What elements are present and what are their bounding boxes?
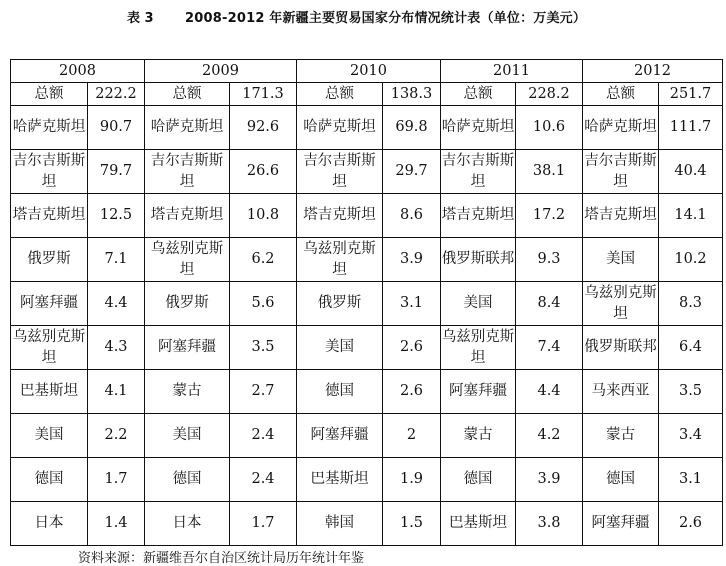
country-name: 德国 xyxy=(441,458,516,502)
country-name: 美国 xyxy=(583,238,659,282)
trade-value: 4.1 xyxy=(88,370,145,414)
trade-value: 7.4 xyxy=(516,326,583,370)
year-header: 2010 xyxy=(297,60,441,83)
table-row xyxy=(11,370,723,414)
table-row xyxy=(11,326,723,370)
trade-value: 92.6 xyxy=(230,106,297,150)
trade-value: 38.1 xyxy=(516,150,583,194)
table-row xyxy=(11,194,723,238)
trade-value: 2.4 xyxy=(230,458,297,502)
trade-value: 40.4 xyxy=(659,150,723,194)
trade-value: 3.9 xyxy=(383,238,441,282)
table-row xyxy=(11,150,723,194)
trade-value: 79.7 xyxy=(88,150,145,194)
total-value: 138.3 xyxy=(383,83,441,106)
country-name: 俄罗斯 xyxy=(297,282,383,326)
table-row xyxy=(11,414,723,458)
table-row xyxy=(11,282,723,326)
country-name: 美国 xyxy=(297,326,383,370)
trade-value: 1.7 xyxy=(230,502,297,546)
total-label: 总额 xyxy=(145,83,230,106)
country-name: 塔吉克斯坦 xyxy=(441,194,516,238)
country-name: 美国 xyxy=(145,414,230,458)
trade-value: 2.6 xyxy=(383,370,441,414)
trade-value: 2.4 xyxy=(230,414,297,458)
country-name: 塔吉克斯坦 xyxy=(11,194,88,238)
total-row xyxy=(11,83,723,106)
trade-value: 3.5 xyxy=(230,326,297,370)
trade-value: 2.6 xyxy=(383,326,441,370)
trade-value: 10.2 xyxy=(659,238,723,282)
total-value: 251.7 xyxy=(659,83,723,106)
year-header: 2012 xyxy=(583,60,723,83)
country-name: 巴基斯坦 xyxy=(11,370,88,414)
trade-value: 3.8 xyxy=(516,502,583,546)
country-name: 哈萨克斯坦 xyxy=(11,106,88,150)
trade-value: 8.3 xyxy=(659,282,723,326)
table-caption xyxy=(0,5,726,27)
country-name: 塔吉克斯坦 xyxy=(297,194,383,238)
table-number: 表 3 xyxy=(127,11,154,26)
country-name: 巴基斯坦 xyxy=(297,458,383,502)
trade-value: 10.8 xyxy=(230,194,297,238)
trade-value: 8.4 xyxy=(516,282,583,326)
trade-value: 26.6 xyxy=(230,150,297,194)
year-header-row xyxy=(11,60,723,83)
trade-value: 1.9 xyxy=(383,458,441,502)
country-name: 蒙古 xyxy=(441,414,516,458)
country-name: 吉尔吉斯斯坦 xyxy=(11,150,88,194)
country-name: 日本 xyxy=(145,502,230,546)
country-name: 美国 xyxy=(441,282,516,326)
country-name: 俄罗斯联邦 xyxy=(583,326,659,370)
trade-value: 3.9 xyxy=(516,458,583,502)
table-row xyxy=(11,502,723,546)
trade-value: 12.5 xyxy=(88,194,145,238)
country-name: 乌兹别克斯坦 xyxy=(583,282,659,326)
country-name: 吉尔吉斯斯坦 xyxy=(583,150,659,194)
country-name: 俄罗斯 xyxy=(11,238,88,282)
trade-value: 3.1 xyxy=(659,458,723,502)
country-name: 吉尔吉斯斯坦 xyxy=(145,150,230,194)
country-name: 乌兹别克斯坦 xyxy=(441,326,516,370)
table-row xyxy=(11,458,723,502)
country-name: 俄罗斯联邦 xyxy=(441,238,516,282)
country-name: 阿塞拜疆 xyxy=(11,282,88,326)
country-name: 吉尔吉斯斯坦 xyxy=(441,150,516,194)
year-header: 2008 xyxy=(11,60,145,83)
country-name: 塔吉克斯坦 xyxy=(145,194,230,238)
trade-value: 3.5 xyxy=(659,370,723,414)
country-name: 巴基斯坦 xyxy=(441,502,516,546)
trade-value: 1.4 xyxy=(88,502,145,546)
trade-value: 111.7 xyxy=(659,106,723,150)
total-value: 222.2 xyxy=(88,83,145,106)
country-name: 阿塞拜疆 xyxy=(441,370,516,414)
trade-partner-table xyxy=(10,59,723,546)
trade-value: 69.8 xyxy=(383,106,441,150)
year-header: 2009 xyxy=(145,60,297,83)
table-row xyxy=(11,238,723,282)
trade-value: 10.6 xyxy=(516,106,583,150)
trade-value: 3.4 xyxy=(659,414,723,458)
trade-value: 6.2 xyxy=(230,238,297,282)
trade-value: 5.6 xyxy=(230,282,297,326)
trade-value: 2.7 xyxy=(230,370,297,414)
country-name: 哈萨克斯坦 xyxy=(145,106,230,150)
trade-value: 2.2 xyxy=(88,414,145,458)
country-name: 日本 xyxy=(11,502,88,546)
country-name: 塔吉克斯坦 xyxy=(583,194,659,238)
trade-value: 29.7 xyxy=(383,150,441,194)
country-name: 乌兹别克斯坦 xyxy=(11,326,88,370)
total-label: 总额 xyxy=(11,83,88,106)
total-value: 228.2 xyxy=(516,83,583,106)
country-name: 德国 xyxy=(297,370,383,414)
country-name: 阿塞拜疆 xyxy=(583,502,659,546)
trade-value: 8.6 xyxy=(383,194,441,238)
trade-value: 4.4 xyxy=(516,370,583,414)
country-name: 德国 xyxy=(583,458,659,502)
table-title: 2008-2012 年新疆主要贸易国家分布情况统计表（单位：万美元） xyxy=(185,11,587,26)
country-name: 哈萨克斯坦 xyxy=(297,106,383,150)
trade-value: 1.7 xyxy=(88,458,145,502)
year-header: 2011 xyxy=(441,60,583,83)
country-name: 乌兹别克斯坦 xyxy=(297,238,383,282)
trade-value: 14.1 xyxy=(659,194,723,238)
trade-value: 6.4 xyxy=(659,326,723,370)
country-name: 俄罗斯 xyxy=(145,282,230,326)
total-label: 总额 xyxy=(297,83,383,106)
country-name: 乌兹别克斯坦 xyxy=(145,238,230,282)
trade-value: 17.2 xyxy=(516,194,583,238)
country-name: 美国 xyxy=(11,414,88,458)
trade-value: 2.6 xyxy=(659,502,723,546)
country-name: 蒙古 xyxy=(145,370,230,414)
country-name: 马来西亚 xyxy=(583,370,659,414)
country-name: 德国 xyxy=(145,458,230,502)
trade-value: 90.7 xyxy=(88,106,145,150)
country-name: 蒙古 xyxy=(583,414,659,458)
trade-value: 9.3 xyxy=(516,238,583,282)
table-row xyxy=(11,106,723,150)
country-name: 哈萨克斯坦 xyxy=(441,106,516,150)
country-name: 阿塞拜疆 xyxy=(145,326,230,370)
source-note: 资料来源：新疆维吾尔自治区统计局历年统计年鉴 xyxy=(78,551,365,566)
trade-value: 4.3 xyxy=(88,326,145,370)
trade-value: 7.1 xyxy=(88,238,145,282)
country-name: 阿塞拜疆 xyxy=(297,414,383,458)
trade-value: 1.5 xyxy=(383,502,441,546)
country-name: 德国 xyxy=(11,458,88,502)
country-name: 吉尔吉斯斯坦 xyxy=(297,150,383,194)
country-name: 哈萨克斯坦 xyxy=(583,106,659,150)
total-label: 总额 xyxy=(583,83,659,106)
country-name: 韩国 xyxy=(297,502,383,546)
trade-value: 2 xyxy=(383,414,441,458)
trade-value: 4.2 xyxy=(516,414,583,458)
total-label: 总额 xyxy=(441,83,516,106)
total-value: 171.3 xyxy=(230,83,297,106)
trade-value: 3.1 xyxy=(383,282,441,326)
trade-value: 4.4 xyxy=(88,282,145,326)
